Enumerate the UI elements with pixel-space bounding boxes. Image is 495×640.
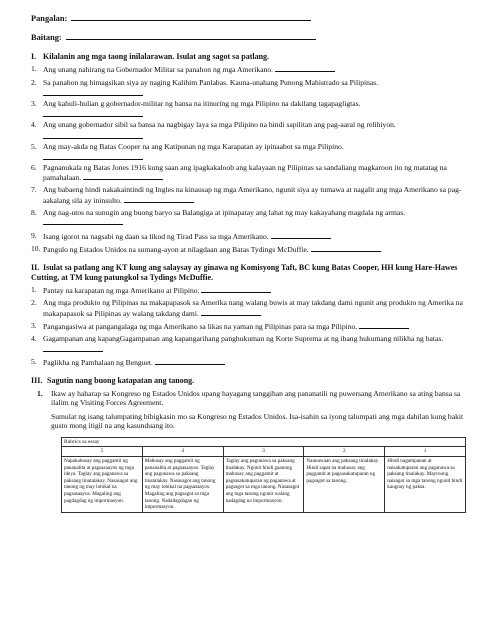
- question-item: 6. Pagnanukala ng Batas Jones 1916 kung saan ang ipagkakaloob ang kalayaan ng Pilipinas sa sandaliang magkaroon ito ng matatag na pamahalaan.: [31, 162, 447, 183]
- answer-blank[interactable]: [43, 130, 143, 139]
- rubric-score: 2: [304, 447, 385, 457]
- grade-blank[interactable]: [66, 39, 316, 40]
- answer-blank[interactable]: [83, 172, 163, 180]
- rubric-description-row: [62, 456, 466, 512]
- section-3-title: III. Sagutin nang buong katapatan ang tanong.: [31, 376, 195, 386]
- rubric-title: Rubrics sa essay: [62, 437, 466, 447]
- rubric-description: Naunawaan ang paksang tinalakay. Hindi sapat na mahusay ang paggamit at pagsasakatuparan ng pagsagot sa tanong.: [304, 456, 385, 512]
- question-item: 4. Gagampanan ang kapangGagampanan ang kapangarihang panghukuman ng Korte Suprema at ng ibang hukumang nilikha ng batas.: [31, 334, 467, 354]
- answer-blank[interactable]: [275, 64, 335, 72]
- rubric-table: [61, 437, 466, 513]
- question-item: 8. Ang nag-utos na sunugin ang buong baryo sa Balangiga at ipinapatay ang lahat ng may kakayahang magdala ng armas.: [31, 208, 467, 228]
- name-label: Pangalan:: [31, 14, 68, 23]
- name-blank[interactable]: [71, 20, 311, 21]
- question-item: 2. Ang mga produkto ng Pilipinas na makapapasok sa Amerika nang walang buwis at may takdang dami ngunit ang produkto ng Amerika na makapapasok sa Pilipinas ay walang takdang dami.: [31, 298, 463, 318]
- answer-blank[interactable]: [43, 87, 143, 96]
- grade-row: [31, 33, 467, 42]
- answer-blank[interactable]: [271, 231, 331, 239]
- answer-blank[interactable]: [201, 308, 261, 316]
- essay-question: [37, 388, 467, 431]
- answer-blank[interactable]: [359, 321, 409, 329]
- rubric-score: 5: [62, 447, 143, 457]
- answer-blank[interactable]: [155, 357, 225, 365]
- rubric-score-row: [62, 447, 466, 457]
- rubric-score: 1: [385, 447, 466, 457]
- question-item: 3. Ang kahuli-hulian g gobernador-militar ng bansa na itinuring ng mga Pilipino na dakilang tagapagligtas.: [31, 99, 467, 117]
- section-1-list: [31, 64, 467, 254]
- section-1-title: I. Kilalanin ang mga taong inilalarawan. Isulat ang sagot sa patlang.: [31, 52, 270, 61]
- grade-label: Baitang:: [31, 33, 62, 42]
- question-item: 1. Ang unang nahirang na Gobernador Militar sa panahon ng mga Amerikano.: [31, 64, 467, 74]
- question-item: 1. Pantay na karapatan ng mga Amerikano at Pilipino.: [31, 285, 467, 295]
- rubric-score: 3: [223, 447, 304, 457]
- answer-blank[interactable]: [43, 108, 143, 117]
- rubric-description: Taglay ang pagunawa sa paksang tinalakay. Ngunit hindi gaanong mahusay ang paggamit at pagsasakatuparan ng paganawa at pagsagot sa mga tanong. Nasasagot ang mga tanong ngunit walang nadagdag na impormasyon.: [223, 456, 304, 512]
- answer-blank[interactable]: [124, 195, 194, 203]
- section-2-list: [31, 285, 467, 367]
- rubric-description: Mahusay ang paggamit ng pananalita at pagsasaayos. Taglay ang pagunawa sa paksang tinatalakay. Nasasagot ang tanong ng may lohikal na pagsasaayos. Magaling ang pagsagot sa mga tanong. Nadadagdagan ng impormasyon.: [142, 456, 223, 512]
- rubric-description: Hindi nagampanan at naisakatuparan ang paganawa sa paksang tinalakay. Mayroong naisagot sa mga tanong ngunit hindi kaugnay ng paksa.: [385, 456, 466, 512]
- essay-instruction: Sumulat ng isang talumpating bibigkasin mo sa Kongreso ng Estados Unidos. Isa-isahin sa iyong talumpati ang mga dahilan kung bakit gusto mong itigil na ang kasunduang ito.: [51, 412, 464, 431]
- question-item: 9. Isang igorot na nagsabi ng daan sa likod ng Tirad Pass sa mga Amerikano.: [31, 231, 467, 241]
- rubric-score: 4: [142, 447, 223, 457]
- question-item: 5. Paglikha ng Pamhalaan ng Benguet.: [31, 357, 467, 367]
- answer-blank[interactable]: [201, 285, 271, 293]
- question-item: 7. Ang babaeng hindi nakakaintindi ng Ingles na kinausap ng mga Amerikano, ngunit siya ay tumawa at nagalit ang mga Amerikano sa pag-aakalang sila ay ininsulto.: [31, 185, 462, 205]
- question-item: 2. Sa panahon ng himagsikan siya ay naging Kalihim Panlabas. Kauna-unahang Punong Mahistrado sa Pilipinas.: [31, 78, 467, 96]
- question-item: 5. Ang may-akda ng Batas Cooper na ang Katipunan ng mga Karapatan ay ipinaabot sa mga Pilipino.: [31, 142, 467, 160]
- name-row: [31, 14, 467, 23]
- essay-prompt: 1. Ikaw ay haharap sa Kongreso ng Estados Unidos upang hayagang tanggihan ang pananatili ng puwersang Amerikano sa ating bansa sa ilalim ng Visiting Forces Agreement.: [37, 388, 461, 407]
- answer-blank[interactable]: [311, 244, 381, 252]
- answer-blank[interactable]: [43, 344, 103, 352]
- question-item: 4. Ang unang gobernador sibil sa bansa na nagbigay laya sa mga Pilipino na hindi sapilitan ang pag-aaral ng relihiyon.: [31, 120, 467, 138]
- answer-blank[interactable]: [43, 217, 123, 225]
- section-2-title: II. Isulat sa patlang ang KT kung ang salaysay ay ginawa ng Komisyong Taft, BC kung Batas Cooper, HH kung Hare-Hawes Cutting, at TM kung patungkol sa Tydings McDuffie.: [31, 263, 458, 282]
- rubric-description: Napakahusay ang paggamit ng pananalita at pagsasaayos ng mga ideya. Taglay ang paganawa sa paksang tinatalakay. Nasasagot ang tanong ng may lohikal na pagsasaayos. Magaling ang pagdagdag ng impormasyon.: [62, 456, 143, 512]
- question-item: 10. Pangulo ng Estados Unidos na sumang-ayon at nilagdaan ang Batas Tydings McDuffie.: [31, 244, 467, 254]
- answer-blank[interactable]: [43, 151, 143, 160]
- question-item: 3. Pangangasiwa at pangangalaga ng mga Amerikano sa likas na yaman ng Pilipinas para sa mga Pilipino.: [31, 321, 467, 331]
